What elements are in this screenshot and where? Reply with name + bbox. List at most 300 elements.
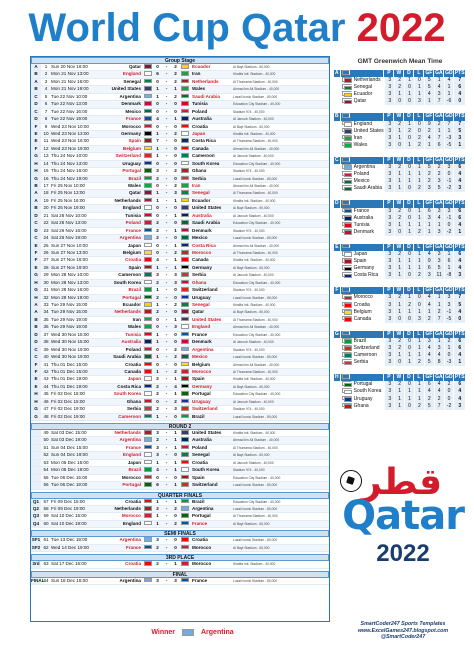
team-flag-icon xyxy=(342,272,352,277)
section-semi-finals: SEMI FINALS xyxy=(31,530,329,537)
match-venue: Lusail Iconic Stadium - 80,000 xyxy=(233,176,278,181)
standings-value: 3 xyxy=(435,178,445,185)
away-flag-icon xyxy=(181,362,189,367)
row-spacer xyxy=(334,229,341,236)
standings-value: 5 xyxy=(454,128,466,135)
standings-col-header: GF xyxy=(424,374,434,381)
standings-row xyxy=(334,164,466,171)
home-team: Brazil xyxy=(128,175,141,181)
match-number: 1 xyxy=(44,64,48,69)
home-flag-icon xyxy=(144,406,152,411)
standings-value: -1 xyxy=(445,178,455,185)
flag-swatch xyxy=(344,216,352,221)
away-score: 1 xyxy=(174,430,177,435)
score-separator: - xyxy=(165,145,168,151)
header-team-spacer xyxy=(351,374,384,381)
match-date: Fri 25 Nov 13:00 xyxy=(51,190,85,196)
match-venue: Lusail Iconic Stadium - 80,000 xyxy=(233,414,278,419)
match-group: F xyxy=(31,362,41,368)
standings-col-header: L xyxy=(414,374,424,381)
score-separator: - xyxy=(165,437,168,443)
flag-swatch xyxy=(344,143,352,148)
standings-value: 3 xyxy=(385,142,395,149)
away-flag-icon xyxy=(181,561,189,566)
standings-col-header: W xyxy=(394,157,404,164)
standings-value: 0 xyxy=(415,121,425,128)
match-number: 31 xyxy=(43,287,49,293)
standings-value: 2 xyxy=(425,128,435,135)
standings-value: 3 xyxy=(385,272,395,279)
home-score: 1 xyxy=(156,264,159,270)
home-team: Cameroon xyxy=(118,272,141,278)
standings-team: Iran xyxy=(353,135,386,142)
away-flag-icon xyxy=(181,161,189,166)
match-date: Wed 30 Nov 15:00 xyxy=(51,339,89,345)
away-score: 3 xyxy=(174,279,177,285)
team-flag-icon xyxy=(342,222,352,227)
match-number: 18 xyxy=(43,190,49,196)
match-venue: Stadium 974 - 40,000 xyxy=(233,288,265,293)
standings-value: 0 xyxy=(395,229,405,236)
match-number: 47 xyxy=(43,406,49,412)
home-team: South Korea xyxy=(113,279,141,285)
match-venue: Khalifa Intl. Stadium - 40,000 xyxy=(233,377,276,382)
match-row xyxy=(31,64,329,71)
row-spacer xyxy=(334,381,341,388)
home-flag-icon xyxy=(144,537,152,542)
standings-value: 1 xyxy=(405,352,415,359)
match-row xyxy=(31,213,329,220)
match-group xyxy=(31,467,41,473)
match-venue: Stadium 974 - 40,000 xyxy=(233,169,265,174)
standings-value: 0 xyxy=(405,403,415,410)
match-group: E xyxy=(31,376,41,382)
standings-col-header: PTS xyxy=(454,243,465,250)
match-venue: Al Thumama Stadium - 40,000 xyxy=(233,369,278,374)
home-score: 0 xyxy=(156,101,159,107)
away-score: 2 xyxy=(174,64,177,69)
row-spacer xyxy=(334,128,341,135)
round-2-matches xyxy=(31,430,329,490)
standings-value: 0 xyxy=(405,208,415,215)
flag-swatch xyxy=(344,346,352,351)
home-flag-icon xyxy=(144,168,152,173)
home-score: 2 xyxy=(156,294,159,300)
away-score: 0 xyxy=(174,361,177,367)
home-score: 0 xyxy=(156,160,159,166)
away-flag-icon xyxy=(181,250,189,255)
section-quarter-finals: QUARTER FINALS xyxy=(31,492,329,499)
standings-team: Wales xyxy=(353,142,386,149)
home-score: 0 xyxy=(156,474,159,480)
standings-header xyxy=(334,374,466,381)
match-venue: Stadium 974 - 40,000 xyxy=(233,407,265,412)
standings-team: Serbia xyxy=(353,359,386,366)
row-spacer xyxy=(334,345,341,352)
standings-value: 2 xyxy=(395,345,405,352)
standings-col-header: P xyxy=(384,200,394,207)
standings-table xyxy=(334,70,466,105)
away-score: 1 xyxy=(174,376,177,382)
standings-value: 5 xyxy=(435,185,445,192)
standings-col-header: D xyxy=(404,70,414,77)
standings-value: 0 xyxy=(395,316,405,323)
match-group: B xyxy=(31,71,41,77)
score-separator: - xyxy=(165,354,168,360)
standings-team: Denmark xyxy=(353,229,386,236)
away-score: 0 xyxy=(174,123,177,129)
match-group: G xyxy=(31,272,41,278)
match-number: 22 xyxy=(43,220,49,226)
score-separator: - xyxy=(165,452,168,458)
match-date: Tue 13 Dec 19:00 xyxy=(51,537,88,543)
standings-value: -2 xyxy=(445,403,455,410)
team-flag-icon xyxy=(342,294,352,299)
score-separator: - xyxy=(165,430,168,435)
standings-value: 3 xyxy=(454,185,466,192)
away-flag-icon xyxy=(181,347,189,352)
standings-value: 1 xyxy=(405,77,415,84)
group-standings xyxy=(334,70,466,418)
standings-row xyxy=(334,396,466,403)
standings-team: Tunisia xyxy=(353,222,386,229)
home-team: Netherlands xyxy=(114,505,141,511)
standings-value: 0 xyxy=(405,215,415,222)
away-score: 0 xyxy=(174,153,177,159)
away-flag-icon xyxy=(181,376,189,381)
standings-row xyxy=(334,352,466,359)
match-date: Tue 06 Dec 15:00 xyxy=(51,474,88,480)
header-spacer xyxy=(342,70,351,75)
match-row xyxy=(31,482,329,489)
standings-value: 1 xyxy=(395,272,405,279)
match-group: E xyxy=(31,265,41,271)
standings-value: 4 xyxy=(425,251,435,258)
standings-value: 3 xyxy=(435,208,445,215)
away-team: Serbia xyxy=(192,272,207,278)
match-row xyxy=(31,452,329,459)
match-date: Sat 26 Nov 19:00 xyxy=(51,235,87,241)
home-team: United States xyxy=(111,86,141,92)
standings-col-header: D xyxy=(404,374,414,381)
standings-value: 1 xyxy=(425,98,435,105)
home-team: France xyxy=(125,116,141,122)
standings-col-header: PTS xyxy=(454,200,465,207)
home-score: 1 xyxy=(156,130,159,136)
match-group: C xyxy=(31,94,41,100)
header-spacer xyxy=(342,374,351,379)
score-separator: - xyxy=(165,71,168,77)
home-team: Morocco xyxy=(121,474,141,480)
away-team: Canada xyxy=(192,145,209,151)
match-number: 36 xyxy=(43,324,49,330)
flag-swatch xyxy=(344,353,352,358)
match-row xyxy=(31,272,329,279)
standings-group-letter: D xyxy=(334,200,341,207)
row-spacer xyxy=(334,185,341,192)
team-flag-icon xyxy=(342,316,352,321)
standings-value: 6 xyxy=(445,258,455,265)
away-score: 1 xyxy=(174,437,177,443)
away-team: Ecuador xyxy=(192,64,211,69)
away-flag-icon xyxy=(181,198,189,203)
standings-value: 4 xyxy=(425,352,435,359)
home-score: 1 xyxy=(156,459,159,465)
match-date: Tue 29 Nov 15:00 xyxy=(51,302,88,307)
away-score: 1 xyxy=(174,316,177,322)
match-row xyxy=(31,545,329,552)
home-score: 2 xyxy=(156,175,159,181)
home-team: Portugal xyxy=(122,168,141,174)
away-team: Germany xyxy=(192,264,212,270)
away-flag-icon xyxy=(181,475,189,480)
row-spacer xyxy=(334,164,341,171)
standings-col-header: PTS xyxy=(454,70,465,76)
match-date: Wed 23 Nov 16:00 xyxy=(51,138,89,144)
home-flag-icon xyxy=(144,324,152,329)
away-team: Costa Rica xyxy=(192,138,216,144)
home-team: Brazil xyxy=(128,467,141,473)
match-group: F xyxy=(31,124,41,130)
standings-value: 1 xyxy=(395,222,405,229)
standings-value: 1 xyxy=(395,388,405,395)
standings-value: 4 xyxy=(445,77,455,84)
standings-value: 1 xyxy=(395,135,405,142)
standings-row xyxy=(334,121,466,128)
match-venue: Lusail Iconic Stadium - 80,000 xyxy=(233,236,278,241)
standings-value: 1 xyxy=(454,229,466,236)
match-group: B xyxy=(31,86,41,92)
score-separator: - xyxy=(165,413,168,419)
standings-value: 2 xyxy=(445,381,455,388)
away-score: 2 xyxy=(174,249,177,255)
away-flag-icon xyxy=(181,71,189,76)
row-spacer xyxy=(334,388,341,395)
home-score: 3 xyxy=(156,452,159,458)
match-number: 51 xyxy=(43,444,49,450)
standings-value: 2 xyxy=(415,135,425,142)
match-number: 23 xyxy=(43,227,49,233)
standings-value: 1 xyxy=(425,309,435,316)
standings-value: 6 xyxy=(425,381,435,388)
score-separator: - xyxy=(165,160,168,166)
match-group: G xyxy=(31,406,41,412)
standings-value: 3 xyxy=(385,338,395,345)
match-group: SF1 xyxy=(31,537,41,543)
standings-value: 3 xyxy=(385,215,395,222)
away-score: 0 xyxy=(174,160,177,166)
standings-col-header: GD xyxy=(445,156,453,163)
match-row xyxy=(31,161,329,168)
standings-row xyxy=(334,258,466,265)
score-separator: - xyxy=(165,302,168,307)
match-group xyxy=(31,437,41,443)
standings-value: 3 xyxy=(385,135,395,142)
match-group: G xyxy=(31,287,41,293)
standings-value: 5 xyxy=(425,359,435,366)
home-team: Brazil xyxy=(128,287,141,293)
away-flag-icon xyxy=(181,332,189,337)
home-flag-icon xyxy=(144,482,152,487)
standings-row xyxy=(334,359,466,366)
home-team: Serbia xyxy=(126,406,141,412)
match-group: C xyxy=(31,235,41,241)
match-date: Sat 26 Nov 13:00 xyxy=(51,220,87,226)
match-row xyxy=(31,183,329,190)
credits-line-2: www.ExcelGames247.blogspot.com @SmartCoder247 xyxy=(357,627,449,640)
home-score: 2 xyxy=(156,561,159,567)
section-group-stage: Group Stage xyxy=(31,57,329,64)
match-group: A xyxy=(31,64,41,70)
standings-value: 3 xyxy=(415,316,425,323)
standings-col-header: P xyxy=(384,331,394,338)
away-team: Portugal xyxy=(192,513,211,519)
away-score: 1 xyxy=(174,116,177,122)
match-row xyxy=(31,561,329,568)
away-score: 2 xyxy=(174,71,177,77)
standings-row xyxy=(334,128,466,135)
standings-value: 1 xyxy=(415,222,425,229)
header-team-spacer xyxy=(351,331,384,338)
home-flag-icon xyxy=(144,228,152,233)
timezone-note: GMT Greenwich Mean Time xyxy=(357,58,443,65)
score-separator: - xyxy=(165,130,168,136)
away-score: 2 xyxy=(174,346,177,352)
standings-value: 3 xyxy=(435,251,445,258)
match-number: 37 xyxy=(43,331,49,337)
standings-value: 3 xyxy=(385,352,395,359)
home-flag-icon xyxy=(144,287,152,292)
standings-value: 6 xyxy=(454,251,466,258)
match-row xyxy=(31,499,329,506)
standings-value: 3 xyxy=(445,164,455,171)
standings-value: 6 xyxy=(425,265,435,272)
home-flag-icon xyxy=(144,332,152,337)
match-group: F xyxy=(31,369,41,375)
standings-value: 1 xyxy=(445,91,455,98)
home-score: 1 xyxy=(156,413,159,419)
standings-value: 1 xyxy=(435,294,445,301)
standings-group-letter: B xyxy=(334,113,341,120)
standings-team: Ghana xyxy=(353,403,386,410)
standings-value: 2 xyxy=(435,396,445,403)
away-flag-icon xyxy=(181,452,189,457)
match-group: 3rd xyxy=(32,561,40,567)
team-flag-icon xyxy=(342,258,352,263)
match-row xyxy=(31,86,329,93)
match-row xyxy=(31,257,329,264)
home-flag-icon xyxy=(144,190,152,195)
flag-swatch xyxy=(344,317,352,322)
home-flag-icon xyxy=(144,146,152,151)
standings-group-letter: G xyxy=(334,330,339,337)
match-group: H xyxy=(31,161,41,167)
standings-team: Croatia xyxy=(353,302,386,309)
standings-table xyxy=(334,244,466,279)
home-score: 2 xyxy=(156,391,159,397)
standings-value: 0 xyxy=(454,316,466,323)
match-row xyxy=(31,250,329,257)
standings-row xyxy=(334,98,466,105)
standings-value: 7 xyxy=(435,98,445,105)
away-flag-icon xyxy=(181,243,189,248)
match-venue: Stadium 974 - 40,000 xyxy=(233,468,265,473)
away-team: United States xyxy=(192,430,222,435)
standings-value: 0 xyxy=(415,128,425,135)
match-number: 40 xyxy=(43,354,49,360)
match-number: 10 xyxy=(43,130,49,136)
standings-value: 1 xyxy=(405,265,415,272)
standings-value: 2 xyxy=(395,77,405,84)
match-row xyxy=(31,362,329,369)
standings-table xyxy=(334,157,466,192)
home-flag-icon xyxy=(144,235,152,240)
standings-value: 1 xyxy=(425,142,435,149)
standings-header xyxy=(334,200,466,207)
away-team: South Korea xyxy=(192,160,220,166)
standings-value: 6 xyxy=(454,338,466,345)
home-score: 1 xyxy=(156,513,159,519)
away-score: 0 xyxy=(174,175,177,181)
away-flag-icon xyxy=(181,131,189,136)
away-score: 1 xyxy=(174,212,177,218)
standings-value: 0 xyxy=(395,359,405,366)
flag-swatch xyxy=(344,180,352,185)
match-venue: Education City Stadium - 40,000 xyxy=(233,332,281,337)
standings-col-header: D xyxy=(404,331,414,338)
team-flag-icon xyxy=(342,185,352,190)
home-flag-icon xyxy=(144,362,152,367)
row-spacer xyxy=(334,272,341,279)
home-score: 2 xyxy=(156,309,159,315)
away-team: Australia xyxy=(192,437,212,443)
away-flag-icon xyxy=(181,482,189,487)
away-flag-icon xyxy=(181,399,189,404)
standings-value: 0 xyxy=(405,345,415,352)
standings-team: England xyxy=(353,121,386,128)
home-score: 1 xyxy=(156,287,159,293)
match-number: 30 xyxy=(43,279,49,285)
standings-value: 1 xyxy=(425,222,435,229)
standings-value: 1 xyxy=(415,171,425,178)
home-score: 0 xyxy=(156,183,159,188)
home-score: 2 xyxy=(156,220,159,226)
away-flag-icon xyxy=(181,354,189,359)
away-score: 0 xyxy=(174,309,177,315)
standings-value: 1 xyxy=(445,84,455,91)
credits-line-1: SmartCoder247 Sports Templates xyxy=(360,621,446,627)
group-stage-matches xyxy=(31,64,329,421)
match-venue: Al Thumama Stadium - 40,000 xyxy=(233,191,278,196)
standings-value: 2 xyxy=(395,294,405,301)
standings-value: 3 xyxy=(435,258,445,265)
standings-header xyxy=(334,287,466,294)
home-team: England xyxy=(122,205,141,211)
standings-team: Japan xyxy=(353,251,386,258)
away-team: Switzerland xyxy=(192,287,218,293)
match-group: Q3 xyxy=(32,513,40,519)
match-row xyxy=(31,537,329,544)
away-score: 4 xyxy=(174,383,177,389)
standings-value: 3 xyxy=(385,98,395,105)
standings-col-header: P xyxy=(384,70,394,77)
row-spacer xyxy=(334,121,341,128)
score-separator: - xyxy=(165,227,168,233)
standings-value: 3 xyxy=(445,294,455,301)
match-row xyxy=(31,467,329,474)
match-group xyxy=(31,475,41,481)
standings-row xyxy=(334,215,466,222)
